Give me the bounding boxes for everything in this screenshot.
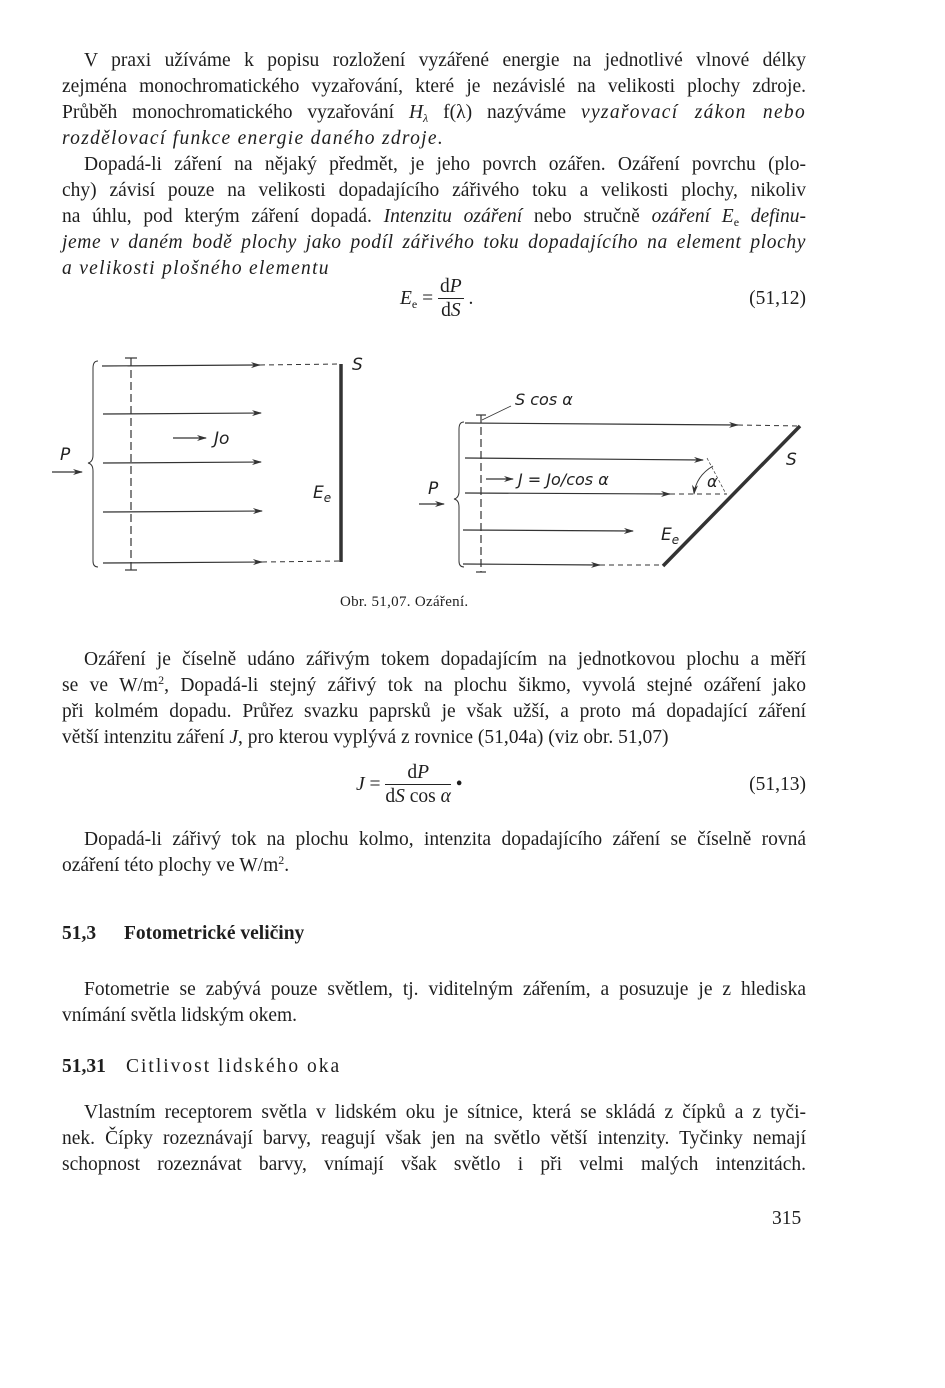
text-line: a velikosti plošného elementu [62, 258, 330, 279]
label-P: P [60, 445, 71, 465]
page-number: 315 [772, 1208, 802, 1229]
ray [103, 413, 261, 414]
denominator: dS [441, 300, 461, 321]
text-line: Průběh monochromatického vyzařování $H_\lambda$ f(λ) nazýváme vyzařovací zákon nebo [62, 102, 807, 125]
text-line: schopnost rozeznávat barvy, vnímají však světlo i při velmi malých intenzitách. [62, 1154, 806, 1175]
label-J: J = Jo/cos α [518, 470, 609, 489]
equation-number: (51,12) [749, 288, 806, 309]
label-alpha: α [707, 472, 718, 491]
label-Scos: S cos α [515, 390, 573, 409]
right-diagram [419, 406, 800, 572]
text-line: zejména monochromatického vyzařování, které je nezávislé na velikosti plochy zdroje. [62, 76, 806, 97]
ray [463, 530, 633, 531]
text-line: V praxi užíváme k popisu rozložení vyzářené energie na jednotlivé vlnové délky [84, 50, 806, 71]
text-line: Dopadá-li záření na nějaký předmět, je jeho povrch ozářen. Ozáření povrchu (plo- [84, 154, 806, 175]
label-P: P [428, 479, 439, 499]
label-Jo: Jo [214, 429, 230, 449]
numerator: dP [440, 276, 462, 297]
equation-number: (51,13) [749, 774, 806, 795]
surface-S [663, 426, 800, 566]
label-S: S [786, 450, 797, 470]
text-line: Ozáření je číselně udáno zářivým tokem dopadajícím na jednotkovou plochu a měří [84, 649, 806, 670]
label-S: S [352, 355, 363, 375]
ray [465, 423, 738, 425]
equation-51-13: J = $\frac{dP}{\text{dS cos α}}$ • [356, 762, 463, 807]
equation-51-12: $E_e$ = $\frac{dP}{dS}$ . [400, 276, 474, 321]
subsection-title: Citlivost lidského oka [126, 1056, 342, 1077]
figure-caption: Obr. 51,07. Ozáření. [340, 594, 469, 610]
ray [465, 458, 703, 460]
text-line: chy) závisí pouze na velikosti dopadajícího zářivého toku a velikosti plochy, nikoliv [62, 180, 806, 201]
label-Ee: $E_e$ [661, 525, 680, 547]
subsection-heading: 51,31 [62, 1056, 106, 1077]
text-line: Dopadá-li zářivý tok na plochu kolmo, intenzita dopadajícího záření se číselně rovná [84, 829, 806, 850]
text-line: rozdělovací funkce energie daného zdroje. [62, 128, 444, 149]
text-line: jeme v daném bodě plochy jako podíl zářivého toku dopadajícího na element plochy [62, 232, 806, 253]
text-line: Fotometrie se zabývá pouze světlem, tj. viditelným zářením, a posuzuje je z hlediska [84, 979, 806, 1000]
text-line: se ve $W/m^2$, Dopadá-li stejný zářivý tok na plochu šikmo, vyvolá stejné ozáření jako [62, 673, 806, 696]
label-Ee: $E_e$ [313, 483, 332, 505]
text-line: na úhlu, pod kterým záření dopadá. Intenzitu ozáření nebo stručně ozáření $E_e$ definu- [62, 206, 807, 229]
ray [102, 365, 260, 366]
left-diagram [52, 358, 341, 570]
ray [463, 564, 600, 565]
figure-irradiance [0, 0, 945, 600]
ray [103, 511, 262, 512]
text-line: Vlastním receptorem světla v lidském oku je sítnice, která se skládá z čípků a z tyči- [84, 1102, 806, 1123]
text-line: vnímání světla lidským okem. [62, 1005, 298, 1026]
text-line: ozáření této plochy ve $W/m^2$. [62, 853, 290, 876]
ray [465, 493, 670, 494]
ray [103, 562, 262, 563]
section-heading: 51,3 [62, 923, 97, 944]
text-line: nek. Čípky rozeznávají barvy, reagují však jen na světlo větší intenzity. Tyčinky nemají [62, 1128, 806, 1149]
section-title: Fotometrické veličiny [124, 923, 305, 944]
ray [103, 462, 261, 463]
denominator: dS cos α [385, 786, 451, 807]
text-line: větší intenzitu záření J, pro kterou vyplývá z rovnice (51,04a) (viz obr. 51,07) [62, 727, 669, 748]
brace [454, 422, 464, 567]
brace [88, 361, 98, 567]
text-line: při kolmém dopadu. Průřez svazku paprsků je však užší, a proto má dopadající záření [62, 701, 806, 722]
numerator: dP [385, 762, 451, 785]
